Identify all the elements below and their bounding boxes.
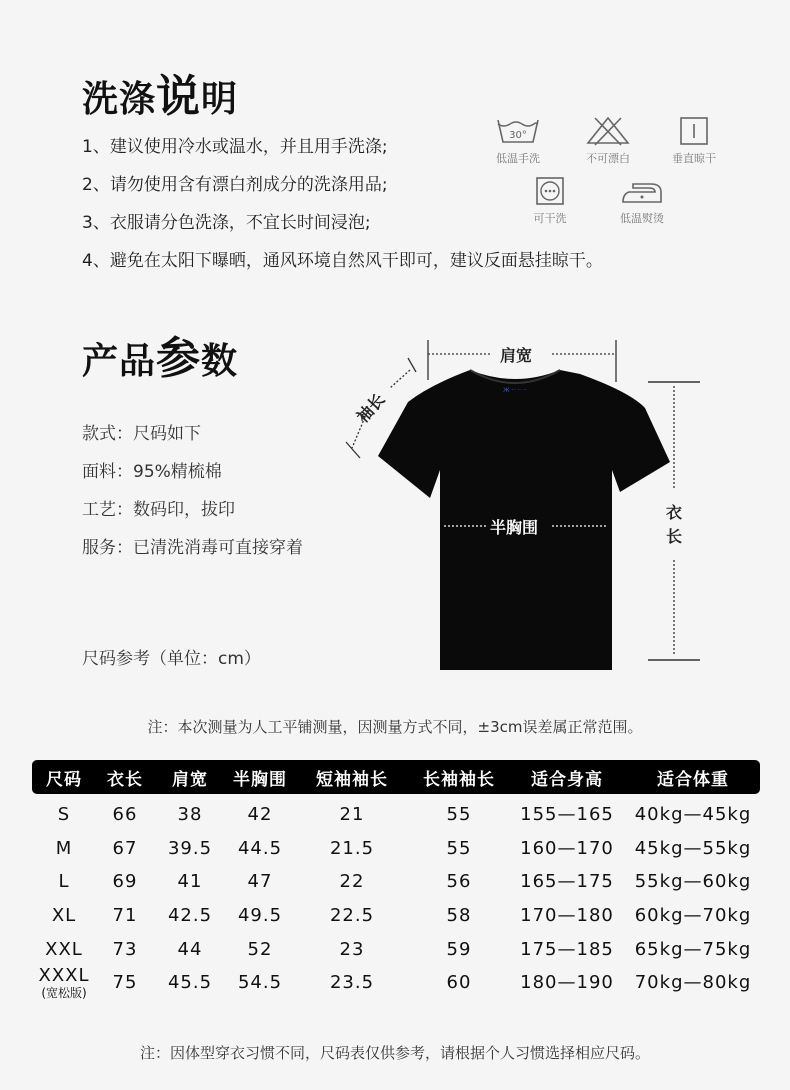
table-cell: 160—170 (520, 837, 614, 859)
table-cell: 23 (339, 938, 365, 960)
table-cell: 38 (177, 804, 203, 826)
params-title: 产品参数 (82, 333, 239, 384)
params-list (82, 415, 303, 567)
table-header (32, 760, 760, 794)
size-cell: M (55, 837, 73, 859)
table-cell: 44 (177, 938, 203, 960)
table-cell: 49.5 (237, 905, 283, 927)
table-row (32, 865, 760, 899)
table-cell: 180—190 (520, 972, 614, 994)
care-hang-dry (654, 116, 734, 166)
dry-clean-icon (527, 176, 573, 206)
table-cell: 47 (247, 871, 273, 893)
table-cell: 69 (112, 871, 138, 893)
table-cell: 42 (247, 804, 273, 826)
header-cell: 适合身高 (531, 769, 603, 790)
length-label-2: 长 (666, 527, 683, 546)
table-cell: 40kg—45kg (634, 804, 752, 826)
header-cell: 长袖袖长 (423, 769, 495, 790)
table-cell: 70kg—80kg (634, 972, 752, 994)
table-cell: 59 (446, 938, 472, 960)
table-cell: 56 (446, 871, 472, 893)
table-cell: 65kg—75kg (634, 938, 752, 960)
table-cell: 23.5 (329, 972, 375, 994)
header-cell: 肩宽 (172, 769, 208, 790)
care-temp-label: 30° (509, 130, 527, 141)
table-row (32, 798, 760, 832)
size-cell: XL (51, 905, 77, 927)
param-service: 服务：已清洗消毒可直接穿着 (82, 538, 303, 558)
tshirt-illustration (340, 330, 760, 680)
shirt-diagram (340, 330, 760, 680)
table-row (32, 966, 760, 1000)
care-label: 低温熨烫 (620, 212, 664, 225)
measure-note: 注：本次测量为人工平铺测量，因测量方式不同，±3cm误差属正常范围。 (147, 718, 643, 736)
size-cell (32, 964, 96, 1000)
param-style: 款式：尺码如下 (82, 424, 201, 444)
no-bleach-icon (585, 116, 631, 146)
care-label: 低温手洗 (496, 152, 540, 165)
param-fabric: 面料：95%精梳棉 (82, 462, 222, 482)
table-cell: 41 (177, 871, 203, 893)
table-cell: 22.5 (329, 905, 375, 927)
care-hand-wash (478, 116, 558, 166)
care-label: 不可漂白 (586, 152, 630, 165)
care-label: 可干洗 (533, 212, 567, 225)
table-cell: 75 (112, 972, 138, 994)
length-label-1: 衣 (666, 503, 683, 522)
size-label: XXXL (38, 964, 90, 986)
sleeve-label: 袖长 (352, 389, 389, 427)
table-cell: 165—175 (520, 871, 614, 893)
table-cell: 67 (112, 837, 138, 859)
header-cell: 衣长 (107, 769, 143, 790)
table-row (32, 899, 760, 933)
size-sublabel: (宽松版) (41, 985, 87, 1000)
table-row (32, 932, 760, 966)
care-label: 垂直晾干 (672, 152, 716, 165)
table-row (32, 832, 760, 866)
table-cell: 55 (446, 804, 472, 826)
care-dry-clean (510, 176, 590, 226)
washing-item: 1、建议使用冷水或温水，并且用手洗涤; (82, 137, 388, 157)
washing-item: 2、请勿使用含有漂白剂成分的洗涤用品; (82, 175, 388, 195)
size-cell: S (57, 804, 71, 826)
shoulder-label: 肩宽 (500, 346, 533, 365)
low-iron-icon (619, 176, 665, 206)
size-reference-label: 尺码参考（单位：cm） (82, 649, 261, 669)
table-cell: 42.5 (167, 905, 213, 927)
table-cell: 39.5 (167, 837, 213, 859)
table-cell: 55kg—60kg (634, 871, 752, 893)
table-cell: 73 (112, 938, 138, 960)
table-cell: 155—165 (520, 804, 614, 826)
table-cell: 22 (339, 871, 365, 893)
care-no-bleach (568, 116, 648, 166)
size-cell: L (58, 871, 70, 893)
table-cell: 71 (112, 905, 138, 927)
washing-item: 3、衣服请分色洗涤，不宜长时间浸泡; (82, 213, 371, 233)
care-low-iron (602, 176, 682, 226)
table-cell: 45.5 (167, 972, 213, 994)
hang-dry-icon (671, 116, 717, 146)
header-cell: 短袖袖长 (316, 769, 388, 790)
table-cell: 45kg—55kg (634, 837, 752, 859)
table-cell: 175—185 (520, 938, 614, 960)
header-cell: 半胸围 (233, 769, 287, 790)
chest-label: 半胸围 (490, 518, 539, 537)
table-cell: 52 (247, 938, 273, 960)
table-cell: 66 (112, 804, 138, 826)
table-cell: 21 (339, 804, 365, 826)
footer-note: 注：因体型穿衣习惯不同，尺码表仅供参考，请根据个人习惯选择相应尺码。 (139, 1044, 650, 1062)
table-cell: 60kg—70kg (634, 905, 752, 927)
table-cell: 60 (446, 972, 472, 994)
size-table (32, 760, 760, 1000)
table-cell: 21.5 (329, 837, 375, 859)
table-cell: 170—180 (520, 905, 614, 927)
table-cell: 55 (446, 837, 472, 859)
collar-label: Ж ·· ·· ·· (503, 387, 527, 394)
table-cell: 54.5 (237, 972, 283, 994)
table-cell: 44.5 (237, 837, 283, 859)
washing-item: 4、避免在太阳下曝晒，通风环境自然风干即可，建议反面悬挂晾干。 (82, 251, 603, 271)
washing-title: 洗涤说明 (82, 71, 239, 122)
hand-wash-30-icon (495, 116, 541, 146)
param-craft: 工艺：数码印，拔印 (82, 500, 235, 520)
header-cell: 尺码 (46, 769, 82, 790)
header-cell: 适合体重 (657, 769, 729, 790)
size-cell: XXL (45, 938, 83, 960)
table-cell: 58 (446, 905, 472, 927)
